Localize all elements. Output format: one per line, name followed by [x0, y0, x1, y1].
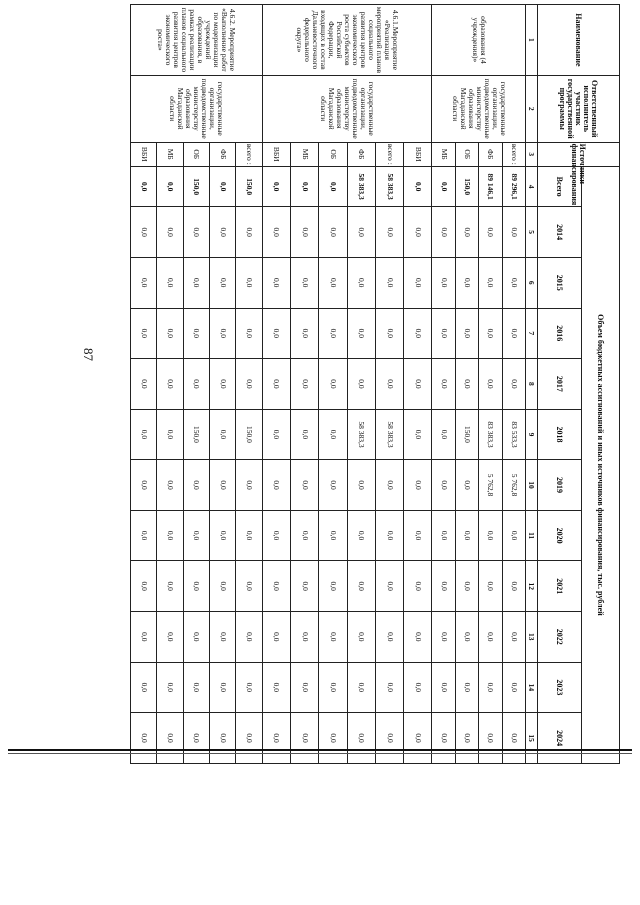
header-year: 2018 — [538, 409, 582, 460]
row-source: ФБ — [347, 142, 375, 166]
row-value: 0,0 — [432, 611, 455, 662]
row-value: 0,0 — [131, 308, 157, 359]
row-value: 150,0 — [455, 409, 478, 460]
table-row — [502, 5, 525, 764]
row-value: 0,0 — [347, 561, 375, 612]
column-number: 14 — [526, 662, 538, 713]
row-value: 150,0 — [183, 409, 209, 460]
row-name: 4.6.2. Мероприятие «Выполнение работ по модернизации учреждений образования, в рамках реализации планов социального развития центров экономического роста» — [131, 5, 263, 76]
row-value: 0,0 — [157, 359, 183, 410]
row-value: 0,0 — [347, 359, 375, 410]
row-value: 0,0 — [432, 561, 455, 612]
row-source: всего : — [375, 142, 403, 166]
row-value: 0,0 — [210, 207, 236, 258]
row-value: 0,0 — [455, 713, 478, 764]
row-value: 0,0 — [319, 308, 347, 359]
row-value: 0,0 — [236, 257, 262, 308]
row-value: 0,0 — [375, 359, 403, 410]
page-divider-thin — [8, 753, 632, 754]
row-value: 0,0 — [319, 662, 347, 713]
row-value: 0,0 — [210, 611, 236, 662]
row-value: 0,0 — [131, 257, 157, 308]
column-number: 15 — [526, 713, 538, 764]
row-source: МБ — [432, 142, 455, 166]
row-source: МБ — [157, 142, 183, 166]
row-total: 58 383,3 — [347, 166, 375, 206]
row-value: 0,0 — [131, 611, 157, 662]
row-value: 0,0 — [347, 308, 375, 359]
row-source: ВБИ — [262, 142, 290, 166]
row-value: 0,0 — [291, 409, 319, 460]
row-value: 0,0 — [183, 257, 209, 308]
row-value: 0,0 — [404, 359, 432, 410]
row-value: 0,0 — [375, 308, 403, 359]
row-value: 0,0 — [479, 510, 502, 561]
row-value: 0,0 — [157, 308, 183, 359]
row-value: 0,0 — [319, 207, 347, 258]
row-value: 0,0 — [404, 561, 432, 612]
row-value: 0,0 — [262, 359, 290, 410]
row-value: 0,0 — [131, 460, 157, 511]
row-value: 0,0 — [262, 207, 290, 258]
row-name: 4.6.1.Мероприятие «Реализация мероприятий планов социального развития центров экономического роста субъектов Российской Федерации, входящих в состав Дальневосточного федерального округа» — [262, 5, 432, 76]
row-value: 0,0 — [455, 510, 478, 561]
row-value: 0,0 — [375, 611, 403, 662]
row-total: 0,0 — [319, 166, 347, 206]
row-value: 0,0 — [455, 561, 478, 612]
row-value: 0,0 — [291, 561, 319, 612]
row-value: 0,0 — [404, 409, 432, 460]
header-year: 2023 — [538, 662, 582, 713]
row-value: 0,0 — [347, 460, 375, 511]
row-value: 0,0 — [210, 561, 236, 612]
row-value: 5 762,8 — [502, 460, 525, 511]
row-value: 0,0 — [157, 257, 183, 308]
row-value: 0,0 — [319, 561, 347, 612]
row-value: 0,0 — [319, 409, 347, 460]
row-executor: государственные организации, подведомственные министерству образования Магаданской области — [432, 75, 526, 142]
column-number: 5 — [526, 207, 538, 258]
row-total: 150,0 — [455, 166, 478, 206]
row-total: 0,0 — [210, 166, 236, 206]
row-value: 0,0 — [183, 308, 209, 359]
row-value: 0,0 — [291, 207, 319, 258]
header-name: Наименование — [538, 5, 620, 76]
row-value: 0,0 — [502, 561, 525, 612]
row-value: 0,0 — [291, 713, 319, 764]
row-value: 0,0 — [183, 510, 209, 561]
row-value: 0,0 — [502, 611, 525, 662]
row-value: 0,0 — [291, 611, 319, 662]
row-value: 0,0 — [236, 561, 262, 612]
column-number: 12 — [526, 561, 538, 612]
row-value: 0,0 — [432, 713, 455, 764]
row-value: 0,0 — [262, 713, 290, 764]
column-number: 3 — [526, 142, 538, 166]
row-value: 0,0 — [347, 510, 375, 561]
row-value: 0,0 — [347, 611, 375, 662]
row-value: 0,0 — [375, 713, 403, 764]
row-value: 0,0 — [455, 460, 478, 511]
row-value: 0,0 — [347, 662, 375, 713]
row-value: 0,0 — [157, 713, 183, 764]
row-value: 0,0 — [375, 207, 403, 258]
row-value: 0,0 — [157, 510, 183, 561]
header-year: 2022 — [538, 611, 582, 662]
row-value: 0,0 — [479, 662, 502, 713]
row-value: 0,0 — [404, 713, 432, 764]
header-year: 2014 — [538, 207, 582, 258]
row-value: 150,0 — [236, 409, 262, 460]
column-number: 13 — [526, 611, 538, 662]
row-value: 0,0 — [157, 409, 183, 460]
row-value: 0,0 — [375, 561, 403, 612]
page-divider — [8, 749, 632, 751]
row-value: 0,0 — [479, 257, 502, 308]
row-value: 0,0 — [455, 308, 478, 359]
row-value: 0,0 — [502, 510, 525, 561]
row-value: 0,0 — [236, 713, 262, 764]
row-value: 0,0 — [319, 359, 347, 410]
row-value: 0,0 — [432, 359, 455, 410]
row-value: 0,0 — [183, 611, 209, 662]
row-total: 150,0 — [236, 166, 262, 206]
row-value: 0,0 — [319, 713, 347, 764]
row-value: 0,0 — [210, 510, 236, 561]
row-value: 0,0 — [319, 510, 347, 561]
row-value: 0,0 — [131, 713, 157, 764]
header-year: 2015 — [538, 257, 582, 308]
row-source: ВБИ — [404, 142, 432, 166]
row-value: 0,0 — [183, 460, 209, 511]
table-row — [236, 5, 262, 764]
row-value: 83 383,3 — [479, 409, 502, 460]
row-value: 0,0 — [347, 207, 375, 258]
row-value: 0,0 — [131, 359, 157, 410]
header-year: 2019 — [538, 460, 582, 511]
row-value: 0,0 — [183, 359, 209, 410]
row-source: всего : — [502, 142, 525, 166]
row-value: 0,0 — [236, 308, 262, 359]
header-total: Всего — [538, 166, 582, 206]
row-value: 0,0 — [210, 257, 236, 308]
row-value: 0,0 — [236, 611, 262, 662]
row-value: 0,0 — [455, 359, 478, 410]
row-value: 5 762,8 — [479, 460, 502, 511]
header-year: 2020 — [538, 510, 582, 561]
row-value: 0,0 — [432, 308, 455, 359]
row-value: 0,0 — [432, 207, 455, 258]
header-year: 2024 — [538, 713, 582, 764]
row-value: 0,0 — [404, 257, 432, 308]
row-value: 0,0 — [131, 662, 157, 713]
row-value: 0,0 — [262, 409, 290, 460]
row-value: 0,0 — [479, 713, 502, 764]
header-executor: Ответственный исполнитель участник государственной программы — [538, 75, 620, 142]
row-value: 0,0 — [157, 611, 183, 662]
row-value: 0,0 — [502, 257, 525, 308]
header-year: 2016 — [538, 308, 582, 359]
row-value: 0,0 — [157, 460, 183, 511]
row-value: 0,0 — [502, 359, 525, 410]
row-value: 0,0 — [432, 409, 455, 460]
row-value: 0,0 — [262, 662, 290, 713]
row-value: 0,0 — [157, 662, 183, 713]
row-value: 0,0 — [210, 662, 236, 713]
row-source: ОБ — [319, 142, 347, 166]
row-value: 0,0 — [502, 662, 525, 713]
row-value: 0,0 — [502, 308, 525, 359]
row-value: 0,0 — [262, 308, 290, 359]
header-funding: Объем бюджетных ассигнований и иных источников финансирования, тыс. рублей — [582, 166, 620, 763]
row-value: 0,0 — [291, 308, 319, 359]
row-value: 0,0 — [432, 460, 455, 511]
row-value: 0,0 — [236, 460, 262, 511]
row-value: 0,0 — [157, 207, 183, 258]
row-value: 0,0 — [291, 510, 319, 561]
row-value: 0,0 — [347, 713, 375, 764]
row-source: ОБ — [455, 142, 478, 166]
column-number: 10 — [526, 460, 538, 511]
row-total: 0,0 — [404, 166, 432, 206]
row-value: 0,0 — [479, 207, 502, 258]
row-value: 0,0 — [210, 308, 236, 359]
row-total: 89 296,1 — [502, 166, 525, 206]
row-value: 0,0 — [262, 561, 290, 612]
column-number: 1 — [526, 5, 538, 76]
row-value: 0,0 — [131, 207, 157, 258]
row-value: 0,0 — [479, 359, 502, 410]
row-value: 0,0 — [183, 561, 209, 612]
row-value: 0,0 — [131, 510, 157, 561]
row-value: 0,0 — [479, 611, 502, 662]
row-value: 0,0 — [262, 611, 290, 662]
row-total: 0,0 — [157, 166, 183, 206]
row-value: 0,0 — [157, 561, 183, 612]
row-executor: государственные организации, подведомственные министерству образования Магаданской области — [262, 75, 432, 142]
column-number: 2 — [526, 75, 538, 142]
row-value: 0,0 — [183, 713, 209, 764]
row-value: 0,0 — [404, 460, 432, 511]
row-value: 0,0 — [131, 561, 157, 612]
funding-table — [130, 4, 620, 764]
row-source: ОБ — [183, 142, 209, 166]
row-value: 0,0 — [347, 257, 375, 308]
row-value: 83 533,3 — [502, 409, 525, 460]
row-value: 0,0 — [319, 460, 347, 511]
column-number: 9 — [526, 409, 538, 460]
row-value: 58 383,3 — [347, 409, 375, 460]
row-value: 0,0 — [432, 510, 455, 561]
row-source: ФБ — [479, 142, 502, 166]
row-total: 0,0 — [131, 166, 157, 206]
row-total: 0,0 — [432, 166, 455, 206]
row-value: 0,0 — [375, 460, 403, 511]
column-number: 11 — [526, 510, 538, 561]
row-total: 0,0 — [291, 166, 319, 206]
page-number: 87 — [81, 348, 96, 361]
row-source: МБ — [291, 142, 319, 166]
row-value: 0,0 — [319, 611, 347, 662]
row-value: 0,0 — [404, 510, 432, 561]
column-number: 6 — [526, 257, 538, 308]
table-row — [404, 5, 432, 764]
row-value: 0,0 — [432, 662, 455, 713]
row-source: ФБ — [210, 142, 236, 166]
row-value: 0,0 — [210, 359, 236, 410]
row-value: 0,0 — [291, 460, 319, 511]
row-value: 0,0 — [262, 510, 290, 561]
row-value: 0,0 — [375, 510, 403, 561]
row-value: 0,0 — [479, 308, 502, 359]
row-executor: государственные организации, подведомственные министерству образования Магаданской области — [131, 75, 263, 142]
row-value: 0,0 — [291, 662, 319, 713]
row-value: 0,0 — [236, 662, 262, 713]
row-value: 0,0 — [404, 308, 432, 359]
row-value: 0,0 — [502, 713, 525, 764]
row-value: 0,0 — [432, 257, 455, 308]
row-value: 0,0 — [236, 359, 262, 410]
row-value: 0,0 — [262, 460, 290, 511]
row-value: 0,0 — [319, 257, 347, 308]
row-total: 58 383,3 — [375, 166, 403, 206]
row-value: 0,0 — [131, 409, 157, 460]
row-value: 0,0 — [210, 713, 236, 764]
column-number: 4 — [526, 166, 538, 206]
column-number: 7 — [526, 308, 538, 359]
row-name: образования (4 учреждения)» — [432, 5, 526, 76]
column-number: 8 — [526, 359, 538, 410]
header-year: 2017 — [538, 359, 582, 410]
header-year: 2021 — [538, 561, 582, 612]
row-value: 0,0 — [291, 359, 319, 410]
row-value: 0,0 — [291, 257, 319, 308]
row-total: 89 146,1 — [479, 166, 502, 206]
row-value: 58 383,3 — [375, 409, 403, 460]
row-value: 0,0 — [183, 207, 209, 258]
row-value: 0,0 — [236, 510, 262, 561]
row-total: 0,0 — [262, 166, 290, 206]
row-value: 0,0 — [262, 257, 290, 308]
row-value: 0,0 — [455, 207, 478, 258]
rotated-table-container — [130, 4, 620, 764]
row-value: 0,0 — [404, 662, 432, 713]
row-value: 0,0 — [455, 257, 478, 308]
row-total: 150,0 — [183, 166, 209, 206]
row-value: 0,0 — [210, 409, 236, 460]
row-value: 0,0 — [455, 662, 478, 713]
row-value: 0,0 — [210, 460, 236, 511]
header-source: Источники финансирования — [538, 142, 620, 166]
row-value: 0,0 — [455, 611, 478, 662]
row-value: 0,0 — [183, 662, 209, 713]
row-value: 0,0 — [375, 662, 403, 713]
row-value: 0,0 — [479, 561, 502, 612]
row-value: 0,0 — [236, 207, 262, 258]
row-value: 0,0 — [502, 207, 525, 258]
row-value: 0,0 — [404, 207, 432, 258]
row-value: 0,0 — [404, 611, 432, 662]
row-value: 0,0 — [375, 257, 403, 308]
row-source: всего : — [236, 142, 262, 166]
row-source: ВБИ — [131, 142, 157, 166]
